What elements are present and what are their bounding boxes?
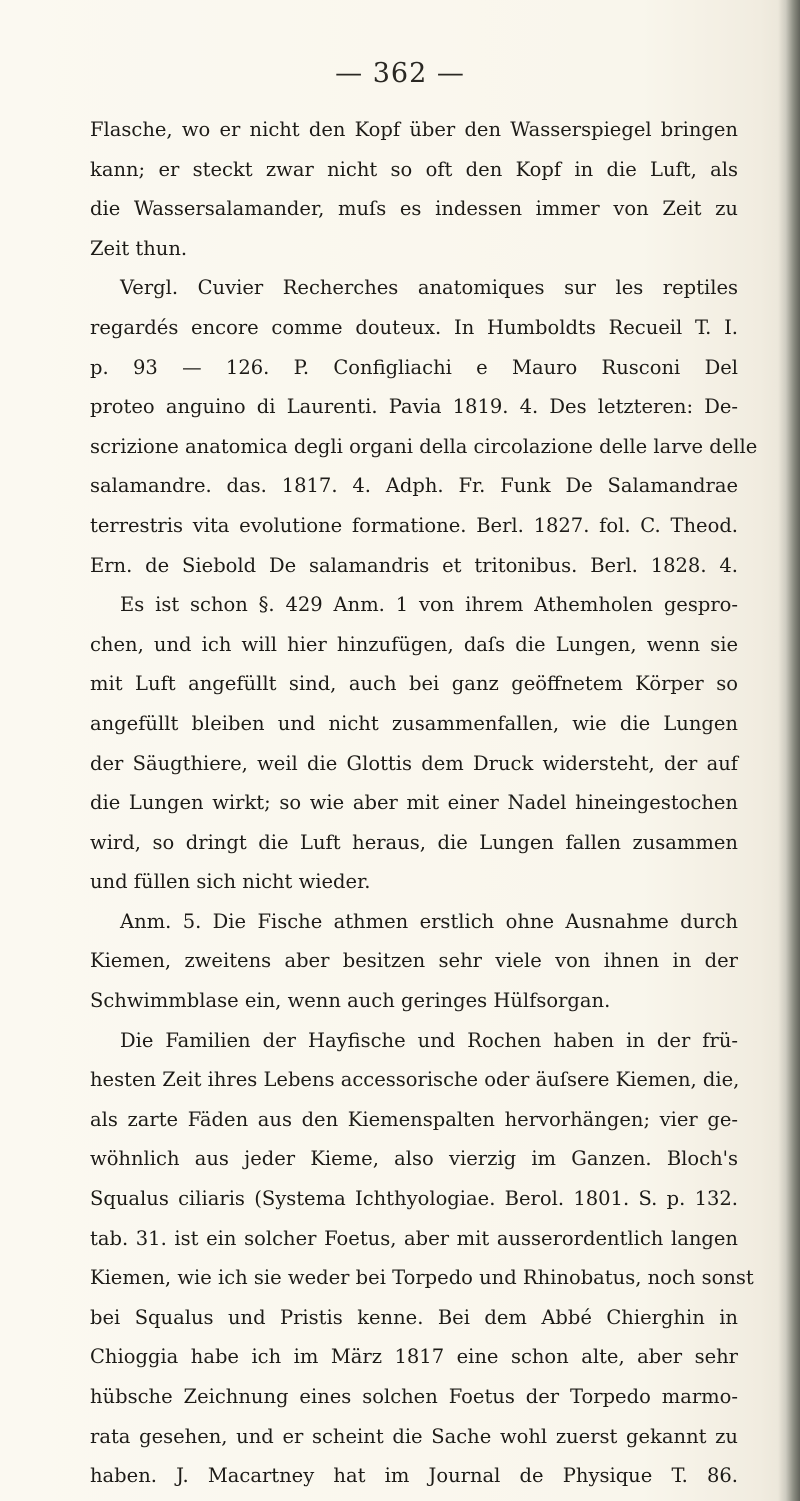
text-line: Kiemen, zweitens aber besitzen sehr viele von ihnen in der [90, 949, 738, 973]
text-line: proteo anguino di Laurenti. Pavia 1819. 4. Des letzteren: De- [90, 395, 738, 419]
text-line: Die Familien der Hayfische und Rochen haben in der frü- [120, 1028, 738, 1052]
text-line: mit Luft angefüllt sind, auch bei ganz geöffnetem Körper so [90, 672, 738, 696]
text-line: scrizione anatomica degli organi della circolazione delle larve delle [90, 434, 758, 458]
text-line: und füllen sich nicht wieder. [90, 870, 371, 894]
text-line: der Säugthiere, weil die Glottis dem Druck widersteht, der auf [90, 751, 738, 775]
page-number-header: — 362 — [335, 58, 465, 89]
text-line: regardés encore comme douteux. In Humboldts Recueil T. I. [90, 315, 738, 339]
text-line: Es ist schon §. 429 Anm. 1 von ihrem Athemholen gespro- [120, 593, 738, 617]
text-line: haben. J. Macartney hat im Journal de Physique T. 86. [90, 1464, 738, 1488]
text-line: die Lungen wirkt; so wie aber mit einer Nadel hineingestochen [90, 791, 738, 815]
text-line: hesten Zeit ihres Lebens accessorische oder äuſsere Kiemen, die, [90, 1068, 740, 1092]
text-line: wöhnlich aus jeder Kieme, also vierzig im Ganzen. Bloch's [90, 1147, 738, 1171]
text-line: p. 93 — 126. P. Configliachi e Mauro Rusconi Del [90, 355, 738, 379]
text-line: angefüllt bleiben und nicht zusammenfallen, wie die Lungen [90, 711, 738, 735]
text-line: hübsche Zeichnung eines solchen Foetus der Torpedo marmo- [90, 1385, 738, 1408]
text-line: chen, und ich will hier hinzufügen, daſs die Lungen, wenn sie [90, 632, 738, 656]
text-line: tab. 31. ist ein solcher Foetus, aber mit ausserordentlich langen [90, 1226, 738, 1250]
text-line: rata gesehen, und er scheint die Sache wohl zuerst gekannt zu [90, 1424, 738, 1448]
text-line: als zarte Fäden aus den Kiemenspalten hervorhängen; vier ge- [90, 1107, 738, 1131]
text-line: Flasche, wo er nicht den Kopf über den Wasserspiegel bringen [90, 118, 738, 141]
text-line: Schwimmblase ein, wenn auch geringes Hülfsorgan. [90, 989, 611, 1013]
text-line: die Wassersalamander, muſs es indessen immer von Zeit zu [90, 197, 738, 221]
text-line: Vergl. Cuvier Recherches anatomiques sur les reptiles [120, 276, 738, 300]
body-text [90, 110, 758, 1496]
text-line: wird, so dringt die Luft heraus, die Lungen fallen zusammen [90, 830, 738, 854]
binding-edge-shadow [778, 0, 800, 1501]
text-line: Anm. 5. Die Fische athmen erstlich ohne Ausnahme durch [120, 909, 738, 933]
text-line: salamandre. das. 1817. 4. Adph. Fr. Funk De Salamandrae [90, 474, 738, 498]
text-line: Squalus ciliaris (Systema Ichthyologiae. Berol. 1801. S. p. 132. [90, 1187, 738, 1211]
text-line: Ern. de Siebold De salamandris et tritonibus. Berl. 1828. 4. [90, 553, 738, 577]
text-line: Zeit thun. [90, 236, 188, 260]
text-line: Kiemen, wie ich sie weder bei Torpedo und Rhinobatus, noch sonst [90, 1266, 754, 1290]
text-line: bei Squalus und Pristis kenne. Bei dem Abbé Chierghin in [90, 1305, 738, 1329]
text-line: Chioggia habe ich im März 1817 eine schon alte, aber sehr [90, 1345, 738, 1369]
text-line: terrestris vita evolutione formatione. Berl. 1827. fol. C. Theod. [90, 513, 738, 537]
text-line: kann; er steckt zwar nicht so oft den Kopf in die Luft, als [90, 157, 738, 181]
